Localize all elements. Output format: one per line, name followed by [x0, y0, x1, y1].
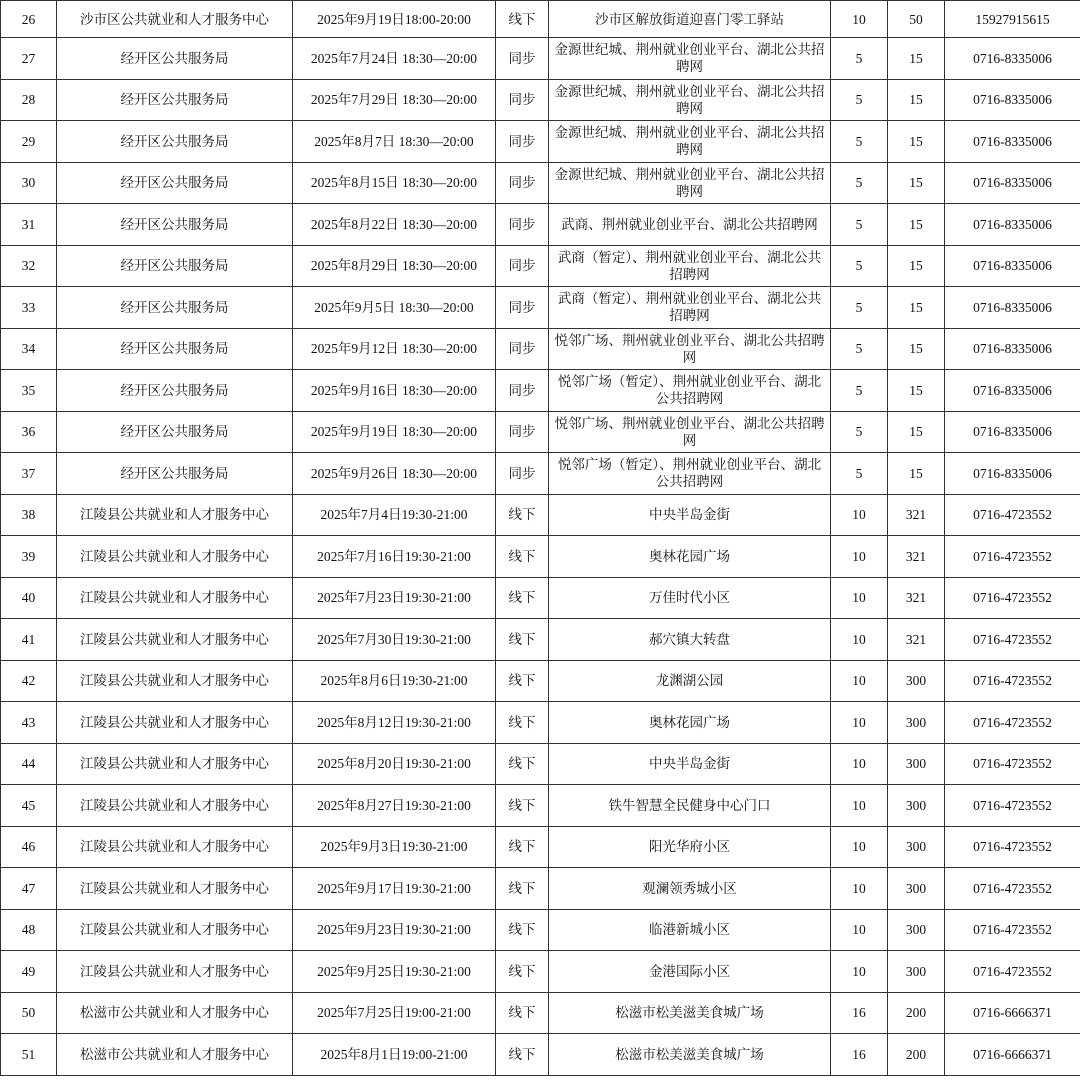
- contact-phone: 0716-4723552: [945, 743, 1080, 785]
- event-time: 2025年9月26日 18:30—20:00: [293, 453, 496, 495]
- table-row: [1, 702, 1080, 744]
- post-count: 300: [888, 909, 945, 951]
- row-number: 42: [1, 660, 57, 702]
- unit-count: 10: [831, 826, 888, 868]
- event-mode: 线下: [496, 702, 549, 744]
- unit-count: 5: [831, 245, 888, 287]
- table-row: [1, 743, 1080, 785]
- contact-phone: 0716-4723552: [945, 577, 1080, 619]
- row-number: 28: [1, 79, 57, 121]
- unit-count: 10: [831, 536, 888, 578]
- event-location: 悦邻广场、荆州就业创业平台、湖北公共招聘网: [549, 411, 831, 453]
- event-mode: 同步: [496, 245, 549, 287]
- unit-count: 10: [831, 702, 888, 744]
- contact-phone: 0716-8335006: [945, 79, 1080, 121]
- table-row: [1, 951, 1080, 993]
- event-time: 2025年8月15日 18:30—20:00: [293, 162, 496, 204]
- organizer: 江陵县公共就业和人才服务中心: [57, 494, 293, 536]
- unit-count: 5: [831, 204, 888, 246]
- table-row: [1, 411, 1080, 453]
- post-count: 200: [888, 992, 945, 1034]
- organizer: 江陵县公共就业和人才服务中心: [57, 743, 293, 785]
- contact-phone: 0716-8335006: [945, 453, 1080, 495]
- contact-phone: 0716-8335006: [945, 204, 1080, 246]
- event-location: 万佳时代小区: [549, 577, 831, 619]
- post-count: 300: [888, 702, 945, 744]
- row-number: 51: [1, 1034, 57, 1076]
- unit-count: 5: [831, 79, 888, 121]
- event-mode: 同步: [496, 287, 549, 329]
- event-location: 武商、荆州就业创业平台、湖北公共招聘网: [549, 204, 831, 246]
- row-number: 32: [1, 245, 57, 287]
- contact-phone: 15927915615: [945, 1, 1080, 38]
- contact-phone: 0716-8335006: [945, 162, 1080, 204]
- table-row: [1, 660, 1080, 702]
- post-count: 15: [888, 287, 945, 329]
- table-row: [1, 38, 1080, 80]
- unit-count: 10: [831, 868, 888, 910]
- organizer: 江陵县公共就业和人才服务中心: [57, 826, 293, 868]
- organizer: 江陵县公共就业和人才服务中心: [57, 660, 293, 702]
- event-location: 铁牛智慧全民健身中心门口: [549, 785, 831, 827]
- event-time: 2025年9月19日 18:30—20:00: [293, 411, 496, 453]
- organizer: 经开区公共服务局: [57, 370, 293, 412]
- unit-count: 5: [831, 370, 888, 412]
- unit-count: 5: [831, 121, 888, 163]
- organizer: 江陵县公共就业和人才服务中心: [57, 619, 293, 661]
- event-mode: 同步: [496, 370, 549, 412]
- event-mode: 同步: [496, 162, 549, 204]
- event-mode: 线下: [496, 536, 549, 578]
- event-mode: 线下: [496, 868, 549, 910]
- event-mode: 线下: [496, 660, 549, 702]
- organizer: 经开区公共服务局: [57, 79, 293, 121]
- event-time: 2025年8月7日 18:30—20:00: [293, 121, 496, 163]
- post-count: 50: [888, 1, 945, 38]
- row-number: 38: [1, 494, 57, 536]
- organizer: 江陵县公共就业和人才服务中心: [57, 868, 293, 910]
- unit-count: 5: [831, 411, 888, 453]
- organizer: 经开区公共服务局: [57, 121, 293, 163]
- event-mode: 线下: [496, 951, 549, 993]
- table-row: [1, 121, 1080, 163]
- event-time: 2025年7月23日19:30-21:00: [293, 577, 496, 619]
- organizer: 经开区公共服务局: [57, 328, 293, 370]
- contact-phone: 0716-8335006: [945, 38, 1080, 80]
- organizer: 江陵县公共就业和人才服务中心: [57, 785, 293, 827]
- event-time: 2025年8月12日19:30-21:00: [293, 702, 496, 744]
- table-row: [1, 287, 1080, 329]
- schedule-table-body: [1, 1, 1080, 1076]
- post-count: 15: [888, 121, 945, 163]
- event-time: 2025年8月1日19:00-21:00: [293, 1034, 496, 1076]
- row-number: 39: [1, 536, 57, 578]
- unit-count: 5: [831, 453, 888, 495]
- event-mode: 同步: [496, 79, 549, 121]
- event-time: 2025年8月22日 18:30—20:00: [293, 204, 496, 246]
- event-location: 观澜领秀城小区: [549, 868, 831, 910]
- post-count: 321: [888, 577, 945, 619]
- event-mode: 同步: [496, 453, 549, 495]
- contact-phone: 0716-8335006: [945, 245, 1080, 287]
- event-location: 奥林花园广场: [549, 702, 831, 744]
- table-row: [1, 1, 1080, 38]
- row-number: 50: [1, 992, 57, 1034]
- event-time: 2025年9月17日19:30-21:00: [293, 868, 496, 910]
- contact-phone: 0716-4723552: [945, 785, 1080, 827]
- event-time: 2025年7月4日19:30-21:00: [293, 494, 496, 536]
- organizer: 沙市区公共就业和人才服务中心: [57, 1, 293, 38]
- organizer: 江陵县公共就业和人才服务中心: [57, 577, 293, 619]
- post-count: 321: [888, 494, 945, 536]
- event-location: 金源世纪城、荆州就业创业平台、湖北公共招聘网: [549, 38, 831, 80]
- row-number: 26: [1, 1, 57, 38]
- row-number: 44: [1, 743, 57, 785]
- row-number: 41: [1, 619, 57, 661]
- event-time: 2025年9月16日 18:30—20:00: [293, 370, 496, 412]
- contact-phone: 0716-4723552: [945, 702, 1080, 744]
- contact-phone: 0716-6666371: [945, 1034, 1080, 1076]
- post-count: 15: [888, 79, 945, 121]
- unit-count: 10: [831, 619, 888, 661]
- row-number: 43: [1, 702, 57, 744]
- unit-count: 10: [831, 660, 888, 702]
- row-number: 46: [1, 826, 57, 868]
- row-number: 36: [1, 411, 57, 453]
- event-mode: 线下: [496, 619, 549, 661]
- event-mode: 线下: [496, 1, 549, 38]
- contact-phone: 0716-8335006: [945, 121, 1080, 163]
- event-time: 2025年8月20日19:30-21:00: [293, 743, 496, 785]
- post-count: 200: [888, 1034, 945, 1076]
- event-location: 悦邻广场（暂定）、荆州就业创业平台、湖北公共招聘网: [549, 453, 831, 495]
- table-row: [1, 453, 1080, 495]
- row-number: 49: [1, 951, 57, 993]
- table-row: [1, 619, 1080, 661]
- post-count: 15: [888, 204, 945, 246]
- event-mode: 同步: [496, 38, 549, 80]
- event-time: 2025年9月12日 18:30—20:00: [293, 328, 496, 370]
- post-count: 15: [888, 370, 945, 412]
- organizer: 松滋市公共就业和人才服务中心: [57, 1034, 293, 1076]
- row-number: 33: [1, 287, 57, 329]
- unit-count: 10: [831, 743, 888, 785]
- table-row: [1, 328, 1080, 370]
- event-time: 2025年7月29日 18:30—20:00: [293, 79, 496, 121]
- event-mode: 线下: [496, 909, 549, 951]
- contact-phone: 0716-6666371: [945, 992, 1080, 1034]
- unit-count: 10: [831, 951, 888, 993]
- event-location: 松滋市松美滋美食城广场: [549, 992, 831, 1034]
- post-count: 300: [888, 743, 945, 785]
- organizer: 松滋市公共就业和人才服务中心: [57, 992, 293, 1034]
- event-mode: 同步: [496, 121, 549, 163]
- table-row: [1, 785, 1080, 827]
- unit-count: 16: [831, 992, 888, 1034]
- post-count: 300: [888, 826, 945, 868]
- contact-phone: 0716-4723552: [945, 494, 1080, 536]
- event-location: 金源世纪城、荆州就业创业平台、湖北公共招聘网: [549, 121, 831, 163]
- contact-phone: 0716-4723552: [945, 619, 1080, 661]
- organizer: 经开区公共服务局: [57, 204, 293, 246]
- row-number: 40: [1, 577, 57, 619]
- unit-count: 10: [831, 785, 888, 827]
- row-number: 35: [1, 370, 57, 412]
- row-number: 27: [1, 38, 57, 80]
- row-number: 37: [1, 453, 57, 495]
- event-location: 郝穴镇大转盘: [549, 619, 831, 661]
- contact-phone: 0716-4723552: [945, 951, 1080, 993]
- table-row: [1, 992, 1080, 1034]
- event-mode: 线下: [496, 577, 549, 619]
- contact-phone: 0716-4723552: [945, 536, 1080, 578]
- organizer: 经开区公共服务局: [57, 245, 293, 287]
- contact-phone: 0716-8335006: [945, 411, 1080, 453]
- organizer: 经开区公共服务局: [57, 287, 293, 329]
- table-row: [1, 536, 1080, 578]
- post-count: 300: [888, 785, 945, 827]
- post-count: 15: [888, 328, 945, 370]
- event-location: 武商（暂定）、荆州就业创业平台、湖北公共招聘网: [549, 245, 831, 287]
- event-location: 金源世纪城、荆州就业创业平台、湖北公共招聘网: [549, 79, 831, 121]
- organizer: 经开区公共服务局: [57, 38, 293, 80]
- contact-phone: 0716-4723552: [945, 909, 1080, 951]
- event-time: 2025年8月6日19:30-21:00: [293, 660, 496, 702]
- event-time: 2025年9月3日19:30-21:00: [293, 826, 496, 868]
- event-location: 沙市区解放街道迎喜门零工驿站: [549, 1, 831, 38]
- table-row: [1, 868, 1080, 910]
- post-count: 15: [888, 453, 945, 495]
- unit-count: 10: [831, 1, 888, 38]
- contact-phone: 0716-4723552: [945, 826, 1080, 868]
- post-count: 15: [888, 245, 945, 287]
- unit-count: 5: [831, 38, 888, 80]
- event-location: 中央半岛金街: [549, 494, 831, 536]
- event-time: 2025年7月30日19:30-21:00: [293, 619, 496, 661]
- row-number: 45: [1, 785, 57, 827]
- event-location: 松滋市松美滋美食城广场: [549, 1034, 831, 1076]
- organizer: 江陵县公共就业和人才服务中心: [57, 909, 293, 951]
- contact-phone: 0716-4723552: [945, 660, 1080, 702]
- row-number: 48: [1, 909, 57, 951]
- post-count: 321: [888, 619, 945, 661]
- post-count: 300: [888, 660, 945, 702]
- table-row: [1, 909, 1080, 951]
- event-location: 悦邻广场、荆州就业创业平台、湖北公共招聘网: [549, 328, 831, 370]
- event-location: 阳光华府小区: [549, 826, 831, 868]
- event-mode: 线下: [496, 785, 549, 827]
- row-number: 30: [1, 162, 57, 204]
- contact-phone: 0716-4723552: [945, 868, 1080, 910]
- event-location: 龙渊湖公园: [549, 660, 831, 702]
- event-mode: 线下: [496, 743, 549, 785]
- event-location: 临港新城小区: [549, 909, 831, 951]
- event-location: 奥林花园广场: [549, 536, 831, 578]
- event-location: 悦邻广场（暂定）、荆州就业创业平台、湖北公共招聘网: [549, 370, 831, 412]
- unit-count: 5: [831, 287, 888, 329]
- table-row: [1, 79, 1080, 121]
- table-row: [1, 245, 1080, 287]
- event-location: 武商（暂定）、荆州就业创业平台、湖北公共招聘网: [549, 287, 831, 329]
- row-number: 47: [1, 868, 57, 910]
- event-location: 金港国际小区: [549, 951, 831, 993]
- unit-count: 5: [831, 328, 888, 370]
- unit-count: 5: [831, 162, 888, 204]
- row-number: 34: [1, 328, 57, 370]
- post-count: 15: [888, 411, 945, 453]
- table-row: [1, 826, 1080, 868]
- table-row: [1, 577, 1080, 619]
- event-time: 2025年9月19日18:00-20:00: [293, 1, 496, 38]
- organizer: 江陵县公共就业和人才服务中心: [57, 536, 293, 578]
- event-mode: 线下: [496, 826, 549, 868]
- event-time: 2025年7月24日 18:30—20:00: [293, 38, 496, 80]
- event-mode: 同步: [496, 411, 549, 453]
- post-count: 321: [888, 536, 945, 578]
- organizer: 江陵县公共就业和人才服务中心: [57, 951, 293, 993]
- row-number: 29: [1, 121, 57, 163]
- event-time: 2025年9月5日 18:30—20:00: [293, 287, 496, 329]
- organizer: 江陵县公共就业和人才服务中心: [57, 702, 293, 744]
- post-count: 15: [888, 162, 945, 204]
- event-time: 2025年8月27日19:30-21:00: [293, 785, 496, 827]
- event-location: 中央半岛金街: [549, 743, 831, 785]
- event-mode: 线下: [496, 494, 549, 536]
- contact-phone: 0716-8335006: [945, 287, 1080, 329]
- table-row: [1, 370, 1080, 412]
- event-location: 金源世纪城、荆州就业创业平台、湖北公共招聘网: [549, 162, 831, 204]
- event-time: 2025年9月23日19:30-21:00: [293, 909, 496, 951]
- organizer: 经开区公共服务局: [57, 453, 293, 495]
- event-time: 2025年8月29日 18:30—20:00: [293, 245, 496, 287]
- event-time: 2025年9月25日19:30-21:00: [293, 951, 496, 993]
- organizer: 经开区公共服务局: [57, 411, 293, 453]
- event-time: 2025年7月25日19:00-21:00: [293, 992, 496, 1034]
- organizer: 经开区公共服务局: [57, 162, 293, 204]
- unit-count: 10: [831, 909, 888, 951]
- event-mode: 线下: [496, 1034, 549, 1076]
- event-time: 2025年7月16日19:30-21:00: [293, 536, 496, 578]
- unit-count: 10: [831, 577, 888, 619]
- table-row: [1, 494, 1080, 536]
- post-count: 300: [888, 951, 945, 993]
- event-mode: 线下: [496, 992, 549, 1034]
- post-count: 15: [888, 38, 945, 80]
- table-row: [1, 1034, 1080, 1076]
- post-count: 300: [888, 868, 945, 910]
- unit-count: 16: [831, 1034, 888, 1076]
- row-number: 31: [1, 204, 57, 246]
- contact-phone: 0716-8335006: [945, 370, 1080, 412]
- event-mode: 同步: [496, 328, 549, 370]
- event-mode: 同步: [496, 204, 549, 246]
- contact-phone: 0716-8335006: [945, 328, 1080, 370]
- table-row: [1, 162, 1080, 204]
- table-row: [1, 204, 1080, 246]
- unit-count: 10: [831, 494, 888, 536]
